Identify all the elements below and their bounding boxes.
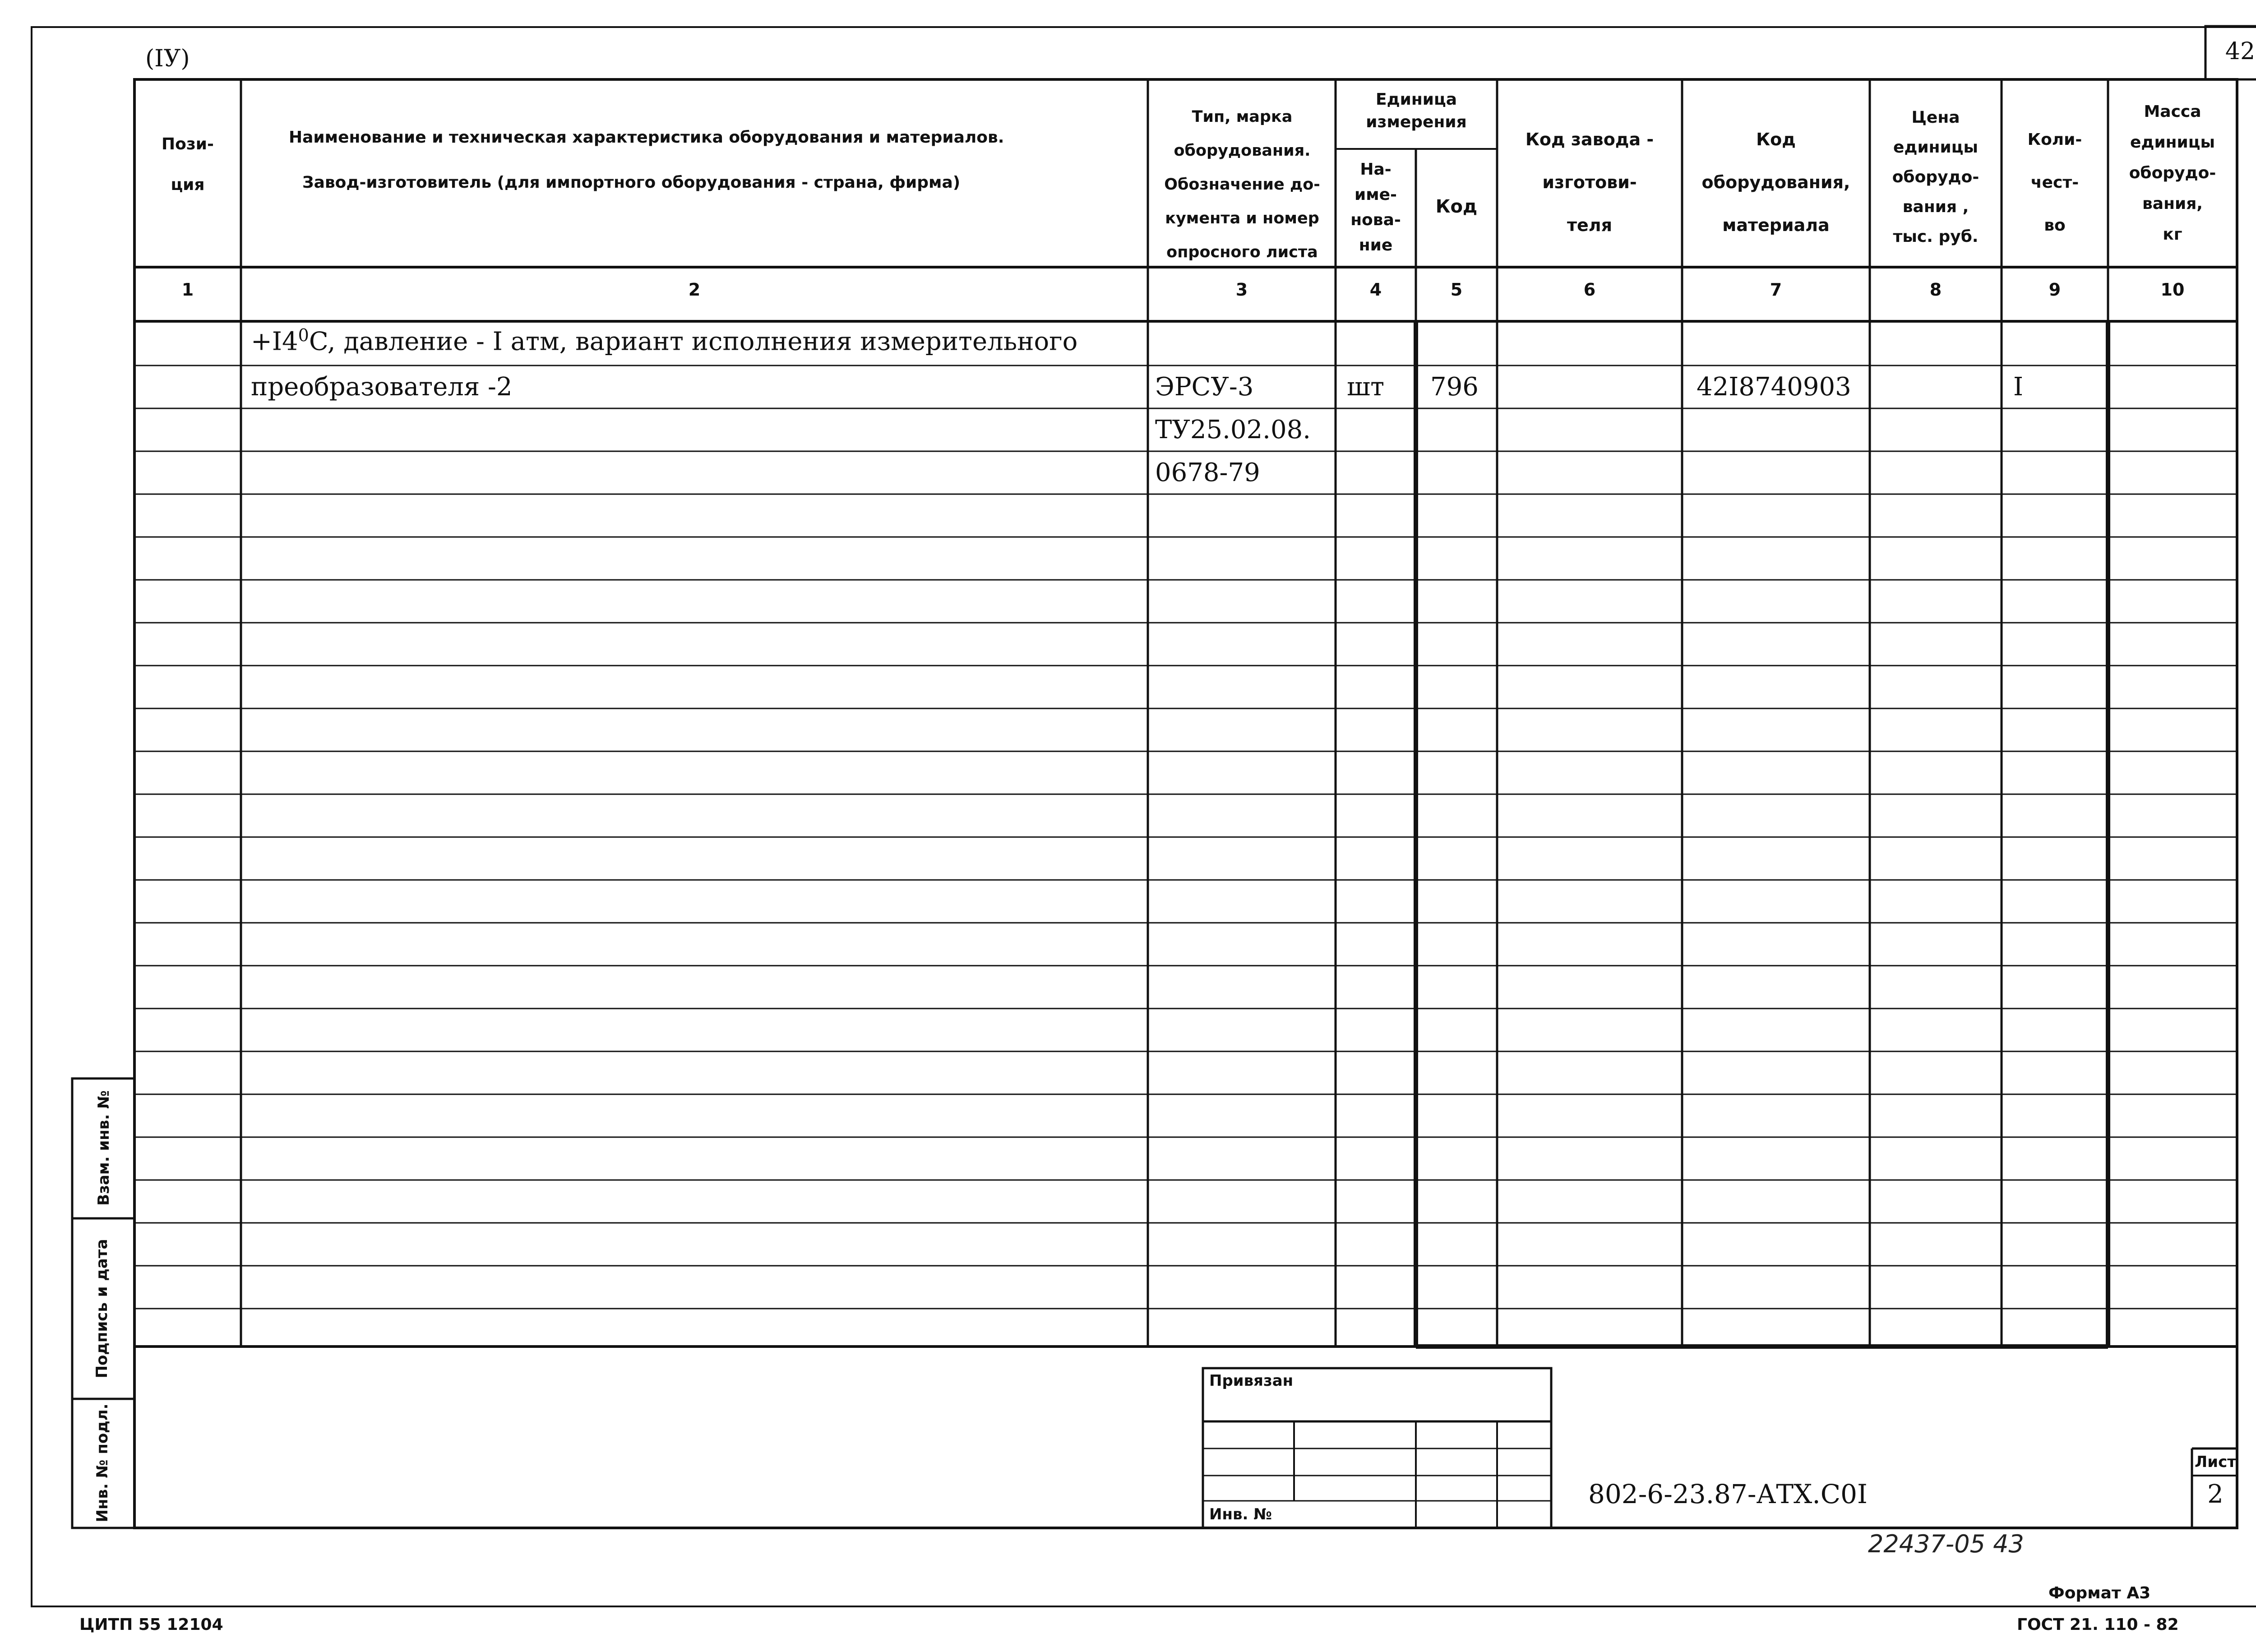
header-equip-code: Код оборудования, материала xyxy=(1701,130,1850,235)
row2-name: преобразователя -2 xyxy=(251,372,513,402)
document-code: 802-6-23.87-АТХ.С0I xyxy=(1588,1479,1868,1509)
sheet-label: Лист xyxy=(2195,1453,2236,1471)
column-number-9: 9 xyxy=(2048,280,2061,300)
side-label-inv-podl: Инв. № подл. xyxy=(93,1403,111,1522)
header-factory-code: Код завода - изготови- теля xyxy=(1525,130,1654,235)
column-number-8: 8 xyxy=(1929,280,1942,300)
sheet-number: 2 xyxy=(2207,1480,2224,1509)
row3-type: ТУ25.02.08. xyxy=(1155,415,1311,444)
footer-left: ЦИТП 55 12104 xyxy=(79,1615,223,1634)
header-mass: Масса единицы оборудо- вания, кг xyxy=(2129,102,2216,244)
row1-name: $+I4^0C$, давление - I атм, вариант исполнения измерительного xyxy=(251,325,1078,356)
column-number-4: 4 xyxy=(1369,280,1382,300)
stamp-inv-no: Инв. № xyxy=(1209,1505,1272,1523)
row2-type: ЭРСУ-3 xyxy=(1155,372,1254,402)
page-number: 42 xyxy=(2225,38,2256,65)
stamp-privyazan: Привязан xyxy=(1209,1372,1294,1390)
column-number-5: 5 xyxy=(1450,280,1463,300)
side-label-podpis: Подпись и дата xyxy=(93,1239,111,1379)
header-name: Наименование и техническая характеристика оборудования и материалов. Завод-изготовитель (для импортного оборудования - страна, фирма) xyxy=(289,128,1004,192)
column-number-6: 6 xyxy=(1583,280,1596,300)
column-number-2: 2 xyxy=(688,280,701,300)
row4-type: 0678-79 xyxy=(1155,458,1260,487)
footer-right: ГОСТ 21. 110 - 82 xyxy=(2017,1615,2179,1634)
side-label-vzam: Взам. инв. № xyxy=(95,1090,113,1206)
header-unit-name: На- име- нова- ние xyxy=(1350,160,1401,255)
header-price: Цена единицы оборудо- вания , тыс. руб. xyxy=(1892,108,1979,246)
header-position: Пози- ция xyxy=(162,135,214,194)
column-number-10: 10 xyxy=(2160,280,2185,300)
row2-quantity: I xyxy=(2013,372,2024,402)
column-number-7: 7 xyxy=(1770,280,1782,300)
header-unit: Единица измерения xyxy=(1366,90,1467,131)
row2-unit-code: 796 xyxy=(1430,372,1479,402)
top-left-label: (IУ) xyxy=(145,45,190,72)
row2-equip-code: 42I8740903 xyxy=(1697,372,1851,402)
handwritten-number: 22437-05 43 xyxy=(1868,1530,2024,1558)
header-type: Тип, марка оборудования. Обозначение до- кумента и номер опросного листа xyxy=(1164,108,1320,261)
header-quantity: Коли- чест- во xyxy=(2027,130,2082,235)
format-label: Формат А3 xyxy=(2048,1584,2151,1602)
row2-unit-name: шт xyxy=(1347,372,1385,402)
column-number-1: 1 xyxy=(181,280,194,300)
header-unit-code: Код xyxy=(1435,196,1478,217)
column-number-3: 3 xyxy=(1235,280,1248,300)
